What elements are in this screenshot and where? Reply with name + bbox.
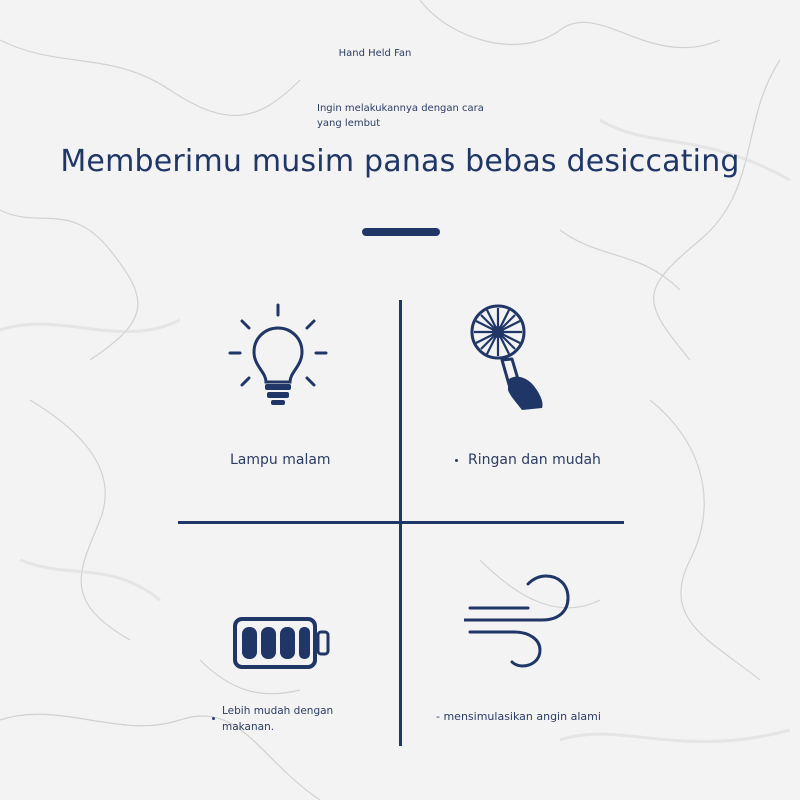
bullet-dot [455, 459, 458, 462]
accent-bar [362, 228, 440, 236]
wind-icon [464, 570, 574, 672]
bullet-dot [212, 717, 215, 720]
hand-fan-icon [468, 302, 550, 414]
feature-label-lightweight: Ringan dan mudah [468, 452, 601, 468]
battery-icon [232, 616, 332, 670]
feature-label-night-light: Lampu malam [230, 452, 331, 468]
divider-horizontal [178, 521, 624, 524]
tagline: Ingin melakukannya dengan cara yang lembut [317, 103, 484, 129]
light-bulb-icon [228, 302, 328, 410]
feature-label-convenience: Lebih mudah dengan makanan. [222, 705, 334, 733]
page-title: Memberimu musim panas bebas desiccating [60, 144, 740, 179]
feature-label-natural-wind: - mensimulasikan angin alami [436, 710, 601, 723]
brand-name: Hand Held Fan [338, 48, 412, 59]
